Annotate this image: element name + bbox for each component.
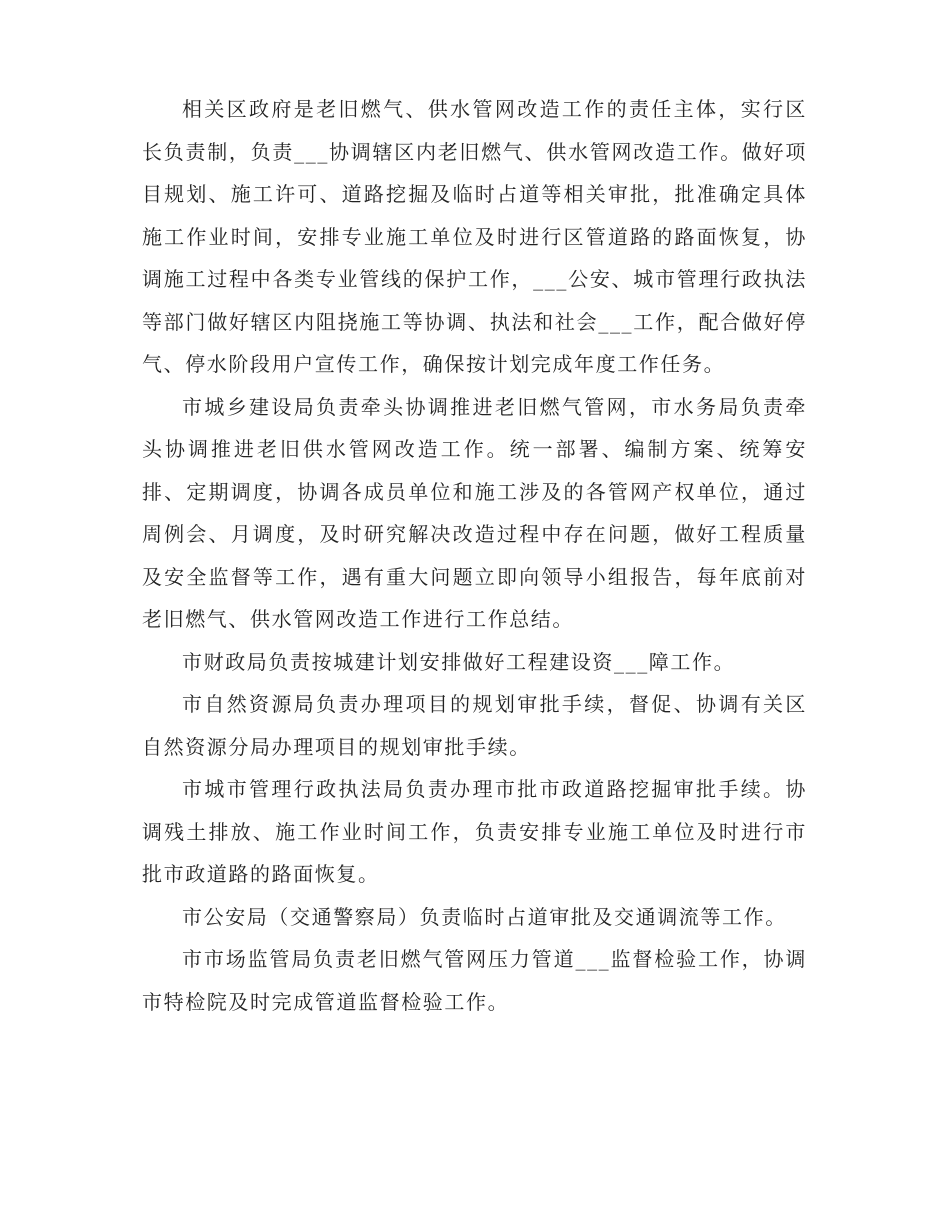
paragraph-market-supervision: 市市场监管局负责老旧燃气管网压力管道___监督检验工作，协调市特检院及时完成管道监督检验工作。 bbox=[142, 947, 807, 1014]
paragraph-urban-rural-construction: 市城乡建设局负责牵头协调推进老旧燃气管网，市水务局负责牵头协调推进老旧供水管网改造工作。统一部署、编制方案、统筹安排、定期调度，协调各成员单位和施工涉及的各管网产权单位，通过周例会、月调度，及时研究解决改造过程中存在问题，做好工程质量及安全监督等工作，遇有重大问题立即向领导小组报告，每年底前对老旧燃气、供水管网改造工作进行工作总结。 bbox=[142, 394, 807, 631]
paragraph-finance-bureau: 市财政局负责按城建计划安排做好工程建设资___障工作。 bbox=[182, 649, 736, 674]
document-body bbox=[142, 88, 807, 1023]
paragraph-natural-resources: 市自然资源局负责办理项目的规划审批手续，督促、协调有关区自然资源分局办理项目的规划审批手续。 bbox=[142, 692, 807, 759]
paragraph-urban-management: 市城市管理行政执法局负责办理市批市政道路挖掘审批手续。协调残土排放、施工作业时间工作，负责安排专业施工单位及时进行市批市政道路的路面恢复。 bbox=[142, 777, 807, 886]
paragraph-district-government: 相关区政府是老旧燃气、供水管网改造工作的责任主体，实行区长负责制，负责___协调辖区内老旧燃气、供水管网改造工作。做好项目规划、施工许可、道路挖掘及临时占道等相关审批，批准确定具体施工作业时间，安排专业施工单位及时进行区管道路的路面恢复，协调施工过程中各类专业管线的保护工作，___公安、城市管理行政执法等部门做好辖区内阻挠施工等协调、执法和社会___工作，配合做好停气、停水阶段用户宣传工作，确保按计划完成年度工作任务。 bbox=[142, 97, 807, 376]
paragraph-public-security: 市公安局（交通警察局）负责临时占道审批及交通调流等工作。 bbox=[182, 904, 787, 929]
